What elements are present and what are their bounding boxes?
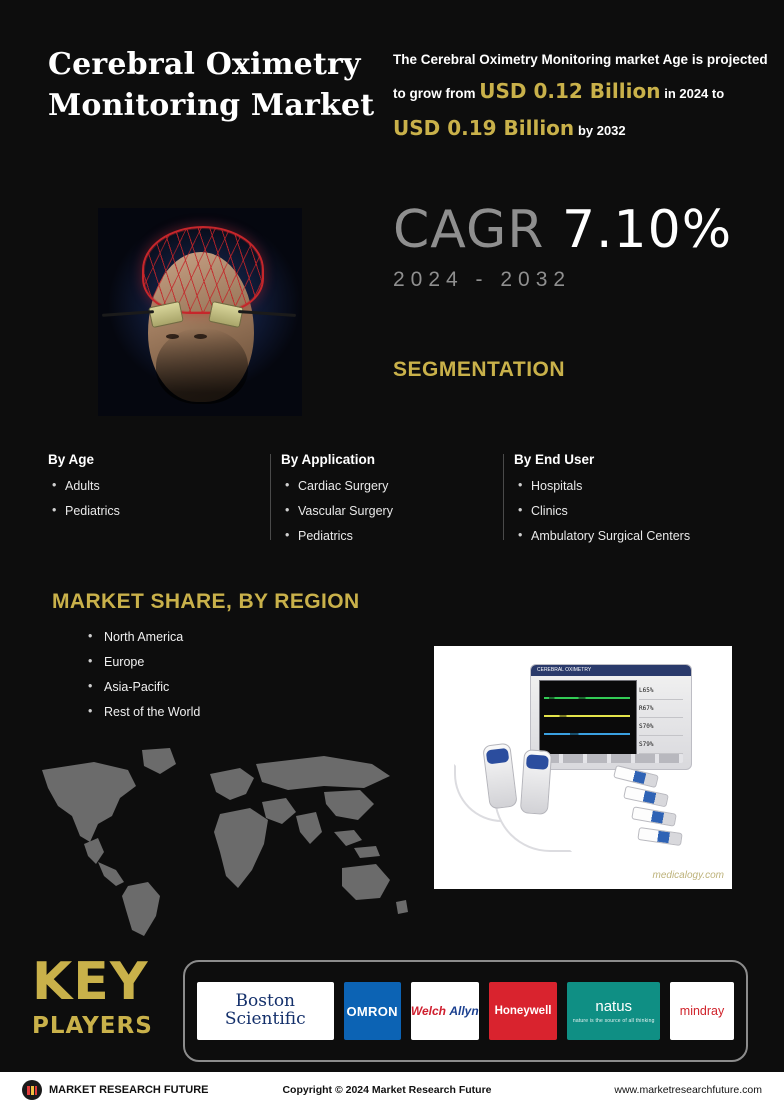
world-map-graphic [24,740,424,940]
vital-label: L [639,687,643,694]
waveform-trace-3 [544,733,630,735]
head-shadow [156,328,248,404]
logo-text-line-1: natus [595,998,633,1015]
brain-vasculature-overlay [142,226,264,314]
logo-boston-scientific [197,982,334,1040]
logo-text-line-2: Allyn [449,1004,479,1018]
vital-label: S [639,741,643,748]
logo-omron [344,982,401,1040]
connector-1 [613,765,659,788]
waveform-trace-2 [544,715,630,717]
footer-brand-name: MARKET RESEARCH FUTURE [49,1084,209,1096]
logo-text-line-1: Honeywell [494,1005,552,1017]
vital-value: 70 [642,723,650,730]
logo-text-line-1: mindray [679,1004,725,1018]
segment-column-by-age [48,452,281,554]
vital-value: 67 [642,705,650,712]
logo-text-line-1: OMRON [346,1003,398,1019]
vital-row-2 [639,700,683,718]
list-item: • Vascular Surgery [298,504,500,518]
vital-unit: % [649,741,654,748]
segment-heading: By Age [48,452,95,467]
logo-text-line-2: nature is the source of all thinking [572,1018,655,1024]
region-list [88,630,200,730]
cerebral-oximeter-device-image [434,646,732,889]
vital-label: R [639,705,643,712]
vital-unit: % [649,705,654,712]
monitor-unit [530,664,692,770]
segment-heading: By Application [281,452,376,467]
segment-list [514,479,733,543]
probe-head [486,748,510,765]
vital-row-4 [639,736,683,754]
market-headline [393,48,771,147]
segmentation-columns [48,452,748,554]
brain-oximetry-image [98,208,302,416]
logo-text-line-1: Boston [235,991,295,1012]
vital-value: 65 [642,687,650,694]
probe-head [526,754,549,770]
list-item: • Europe [88,655,200,669]
region-heading: MARKET SHARE, BY REGION [52,590,360,613]
headline-value-end: USD 0.19 Billion [393,115,575,140]
cagr-value: 7.10% [561,200,733,260]
monitor-header-label: CEREBRAL OXIMETRY [531,665,691,676]
vital-label: S [639,723,643,730]
page-title: Cerebral Oximetry Monitoring Market [48,47,375,124]
vital-unit: % [649,723,654,730]
vital-unit: % [649,687,654,694]
list-item: • Adults [65,479,267,493]
key-players-heading [32,952,164,1040]
market-research-future-logo-icon [22,1080,42,1100]
footer-brand [22,1080,262,1100]
list-item: • Pediatrics [65,504,267,518]
vital-row-1 [639,682,683,700]
logo-mindray [670,982,734,1040]
list-item: • Pediatrics [298,529,500,543]
cagr-label: CAGR [393,200,545,260]
list-item: • Cardiac Surgery [298,479,500,493]
list-item: • North America [88,630,200,644]
key-players-line-1: KEY [32,952,149,1012]
cagr-value-row [393,200,753,260]
logo-text-line-2: Scientific [224,1009,306,1029]
logo-natus [567,982,660,1040]
headline-value-start: USD 0.12 Billion [479,78,661,103]
list-item: • Asia-Pacific [88,680,200,694]
monitor-button-row [539,754,683,763]
list-item: • Hospitals [531,479,733,493]
segment-list [48,479,267,518]
cagr-block [393,200,753,292]
connector-group [614,768,710,852]
list-item: • Clinics [531,504,733,518]
key-players-line-2: PLAYERS [32,1013,153,1040]
vital-row-3 [639,718,683,736]
monitor-screen [539,680,637,756]
connector-2 [623,786,669,808]
vital-value: 79 [642,741,650,748]
segment-column-by-application [281,452,514,554]
key-players-logo-panel [183,960,748,1062]
cagr-period: 2024 - 2032 [393,268,572,291]
logo-text-line-1: Welch [410,1004,446,1018]
segment-list [281,479,500,543]
vitals-readout [639,682,683,754]
waveform-trace-1 [544,697,630,699]
list-item: • Ambulatory Surgical Centers [531,529,733,543]
headline-tail: by 2032 [577,122,626,138]
footer-website[interactable]: www.marketresearchfuture.com [614,1084,762,1096]
segment-heading: By End User [514,452,595,467]
headline-lead: The Cerebral Oximetry Monitoring market Age is projected to grow from [393,52,768,101]
logo-honeywell [489,982,558,1040]
connector-3 [631,806,677,826]
logo-welch-allyn [411,982,479,1040]
sensor-probe-2 [520,749,552,815]
list-item: • Rest of the World [88,705,200,719]
footer-bar [0,1072,784,1108]
image-watermark: medicalogy.com [652,870,724,881]
connector-4 [637,827,682,846]
headline-mid: in 2024 to [664,85,725,101]
segment-column-by-end-user [514,452,747,554]
segmentation-heading: SEGMENTATION [393,358,566,381]
footer-copyright: Copyright © 2024 Market Research Future [282,1084,492,1096]
